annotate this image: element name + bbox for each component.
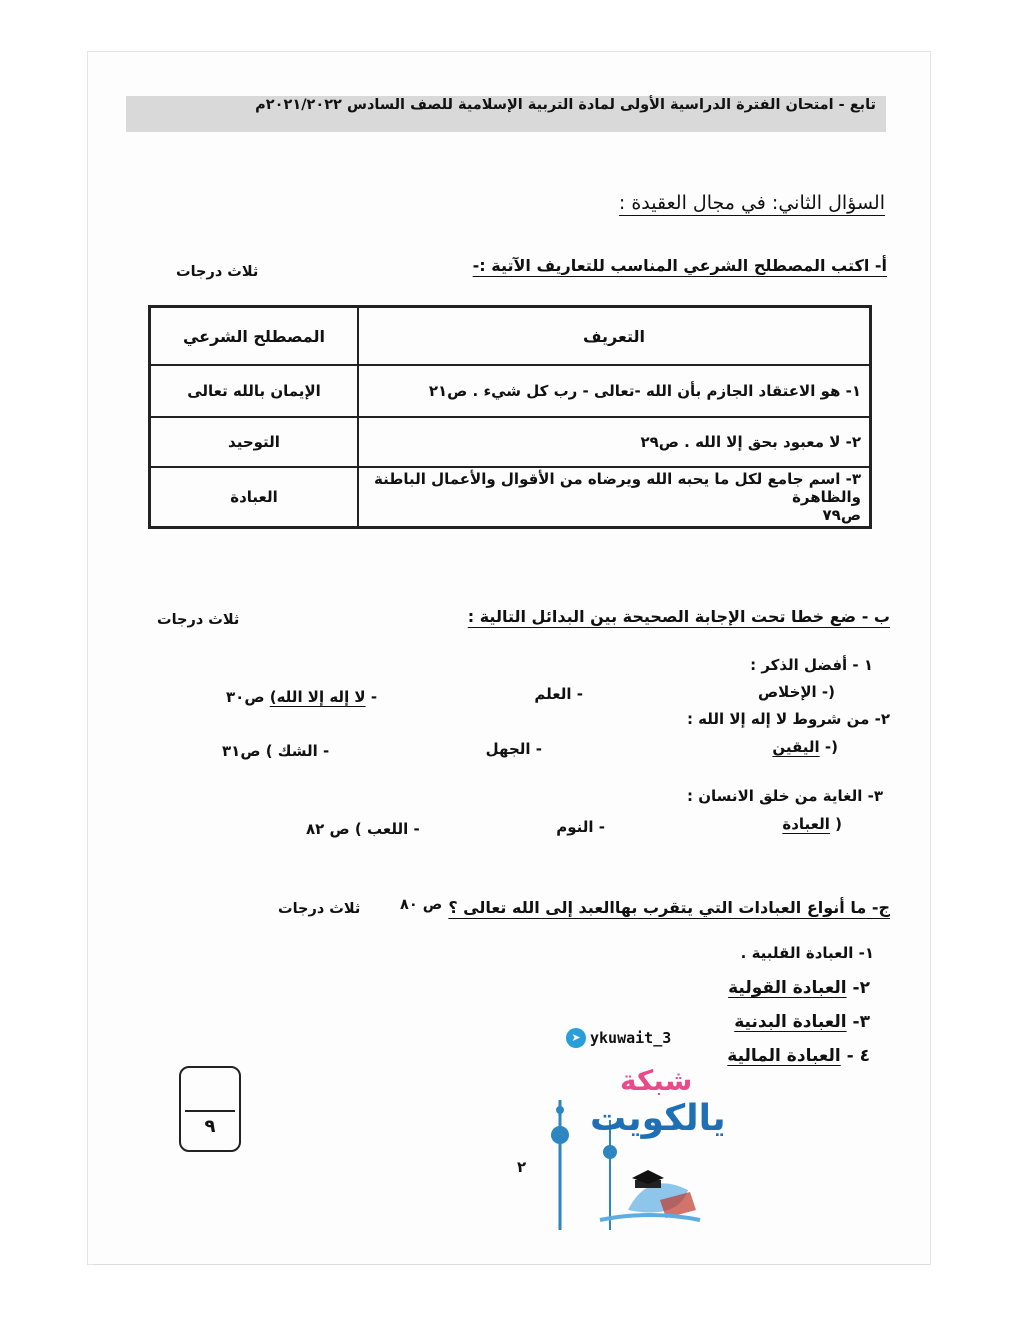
mcq-option-correct: [772, 738, 838, 756]
mcq-option: - النوم: [556, 818, 605, 836]
table-header-row: [150, 307, 871, 366]
mcq-option: - الشك ) ص٣١: [222, 742, 330, 760]
exam-header: [126, 96, 886, 132]
answer-prefix: ٣-: [846, 1012, 870, 1032]
table-row: [150, 467, 871, 527]
answer-item: [741, 944, 874, 962]
term-cell: العبادة: [150, 467, 359, 527]
mcq-option-correct: [782, 815, 842, 833]
term-cell: الإيمان بالله تعالى: [150, 365, 359, 417]
answer-text: العبادة المالية: [727, 1046, 841, 1066]
answer-item: [734, 1012, 870, 1032]
section-b-marks: ثلاث درجات: [157, 612, 240, 628]
handle-text: ykuwait_3: [590, 1029, 672, 1047]
term-cell: التوحيد: [150, 417, 359, 467]
mcq-question: ١ - أفضل الذكر :: [750, 656, 873, 674]
answer-text: العبادة القولية: [728, 978, 847, 998]
answer-prefix: ١-: [853, 944, 874, 962]
section-c-title: ج- ما أنواع العبادات التي يتقرب بهاالعبد إلى الله تعالى ؟: [448, 898, 890, 917]
mcq-option: (- الإخلاص: [758, 683, 835, 701]
section-a-title: أ- اكتب المصطلح الشرعي المناسب للتعاريف الآتية :-: [472, 256, 887, 275]
section-b-title: ب - ضع خطا تحت الإجابة الصحيحة بين البدائل التالية :: [467, 607, 890, 626]
answer-prefix: ٢-: [846, 978, 870, 998]
brand-top-text: شبكة: [620, 1064, 693, 1097]
page-number: ٢: [517, 1158, 527, 1176]
mcq-option: - الجهل: [485, 740, 542, 758]
answer-text: العبادة البدنية: [734, 1012, 847, 1032]
brand-logo: [540, 1060, 726, 1240]
page-box-number: ٩: [204, 1116, 216, 1137]
correct-answer: العبادة: [782, 815, 830, 833]
option-prefix: -: [365, 688, 378, 706]
answer-item: [728, 978, 870, 998]
option-prefix: (: [829, 815, 842, 833]
definition-cell: [358, 467, 871, 527]
answer-item: [727, 1046, 870, 1066]
telegram-icon: ➤: [566, 1028, 586, 1048]
table-row: [150, 365, 871, 417]
definition-line: ٣- اسم جامع لكل ما يحبه الله ويرضاه من الأقوال والأعمال الباطنة والظاهرة: [374, 469, 861, 506]
definition-cell: ١- هو الاعتقاد الجازم بأن الله -تعالى - رب كل شيء . ص٢١: [358, 365, 871, 417]
exam-header-title: تابع - امتحان الفترة الدراسية الأولى لمادة التربية الإسلامية للصف السادس ٢٠٢١/٢٠٢٢م: [255, 97, 876, 113]
definition-cell: ٢- لا معبود بحق إلا الله . ص٢٩: [358, 417, 871, 467]
page-number-box: [179, 1066, 241, 1152]
page-ref: ص٣٠: [226, 688, 265, 706]
answer-text: العبادة القلبية .: [740, 944, 854, 962]
mcq-option: - العلم: [534, 685, 583, 703]
brand-main-text: يالكويت: [590, 1098, 726, 1139]
watermark-handle: [566, 1028, 671, 1048]
option-prefix: (-: [819, 738, 838, 756]
section-c-page-ref: ص ٨٠: [400, 897, 443, 913]
box-divider: [185, 1110, 235, 1112]
section-c-marks: ثلاث درجات: [278, 901, 361, 917]
definition-line: ص٧٩: [822, 505, 861, 524]
section-a-marks: ثلاث درجات: [176, 264, 259, 280]
header-definition: التعريف: [358, 307, 871, 366]
header-term: المصطلح الشرعي: [150, 307, 359, 366]
paper-edge: [94, 1242, 930, 1265]
mcq-option: - اللعب ) ص ٨٢: [306, 820, 420, 838]
mcq-question: ٣- الغاية من خلق الانسان :: [687, 787, 883, 805]
correct-answer: لا إله إلا الله): [269, 688, 366, 706]
mcq-question: ٢- من شروط لا إله إلا الله :: [686, 710, 890, 728]
mcq-option-correct: [226, 688, 377, 706]
answer-prefix: ٤ -: [840, 1046, 870, 1066]
question-title: السؤال الثاني: في مجال العقيدة :: [618, 192, 885, 214]
table-row: [150, 417, 871, 467]
correct-answer: اليقين: [772, 738, 820, 756]
definitions-table: [148, 305, 872, 529]
